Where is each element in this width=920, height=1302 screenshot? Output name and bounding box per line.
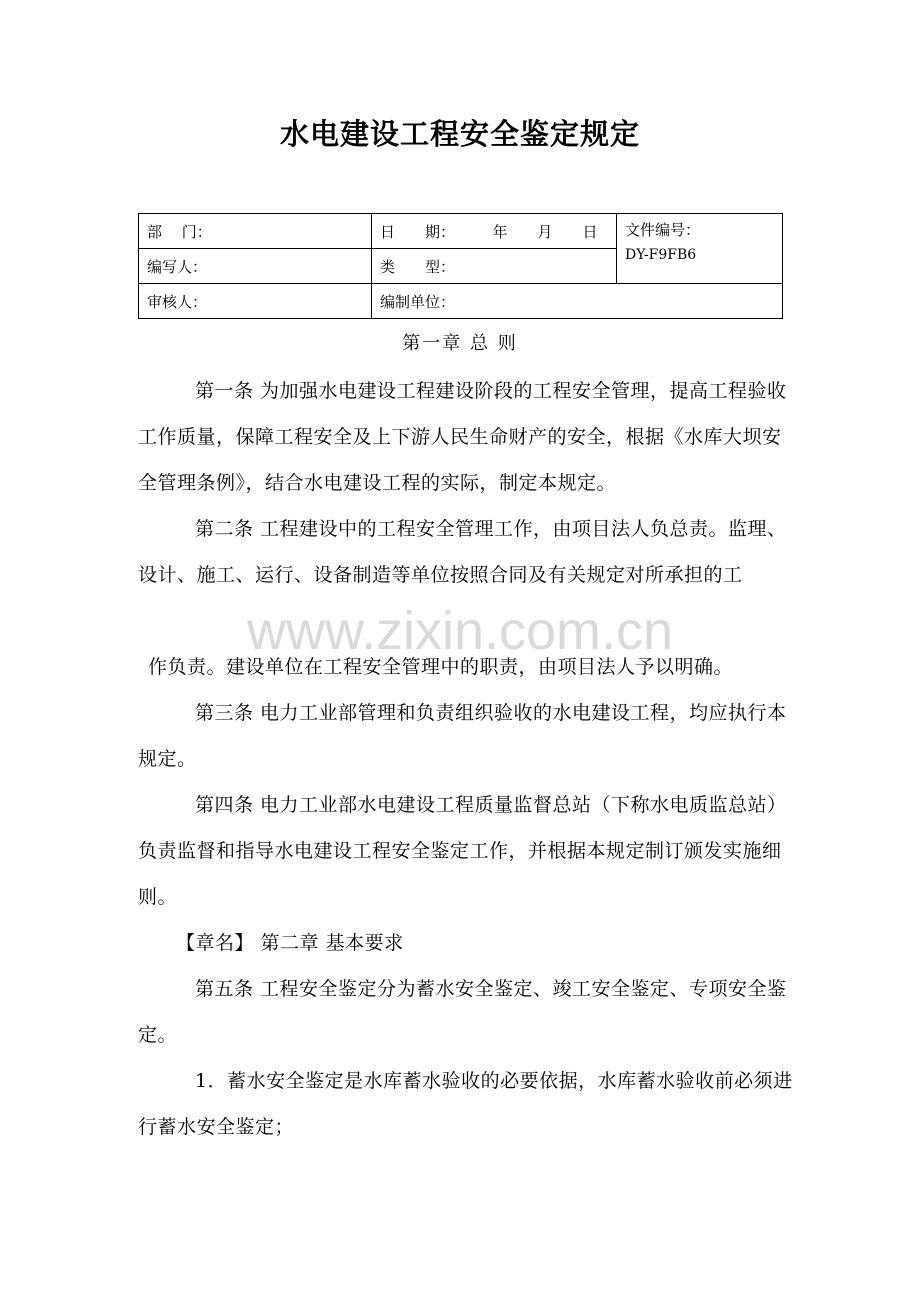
article-3: 第三条 电力工业部管理和负责组织验收的水电建设工程，均应执行本规定。 [138,702,787,770]
chapter-two-heading: 【章名】 第二章 基本要求 [176,932,404,954]
chapter-one-heading: 第一章 总 则 [402,333,518,354]
document-info-table [138,213,783,319]
article-4: 第四条 电力工业部水电建设工程质量监督总站（下称水电质监总站）负责监督和指导水电建设工程安全鉴定工作，并根据本规定制订颁发实施细则。 [138,794,787,908]
department-cell: 部 门： [139,214,372,249]
article-5-item-1: 1．蓄水安全鉴定是水库蓄水验收的必要依据，水库蓄水验收前必须进行蓄水安全鉴定； [138,1070,793,1138]
type-cell: 类 型： [372,249,617,284]
article-5: 第五条 工程安全鉴定分为蓄水安全鉴定、竣工安全鉴定、专项安全鉴定。 [138,978,787,1046]
writer-cell: 编写人： [139,249,372,284]
unit-cell: 编制单位： [372,284,783,319]
date-cell: 日 期： 年 月 日 [372,214,617,249]
watermark: www.zixin.com.cn [246,601,674,661]
document-number-cell [617,214,783,284]
document-number-label: 文件编号： [625,221,701,239]
article-2: 第二条 工程建设中的工程安全管理工作，由项目法人负总责。监理、设计、施工、运行、设备制造等单位按照合同及有关规定对所承担的工 [138,518,787,586]
reviewer-cell: 审核人： [139,284,372,319]
article-2-continued: 作负责。建设单位在工程安全管理中的职责，由项目法人予以明确。 [148,656,734,678]
document-number-value: DY-F9FB6 [625,247,697,263]
article-1: 第一条 为加强水电建设工程建设阶段的工程安全管理，提高工程验收工作质量，保障工程安全及上下游人民生命财产的安全，根据《水库大坝安全管理条例》，结合水电建设工程的实际，制定本规定。 [138,380,787,494]
document-title: 水电建设工程安全鉴定规定 [279,117,640,151]
